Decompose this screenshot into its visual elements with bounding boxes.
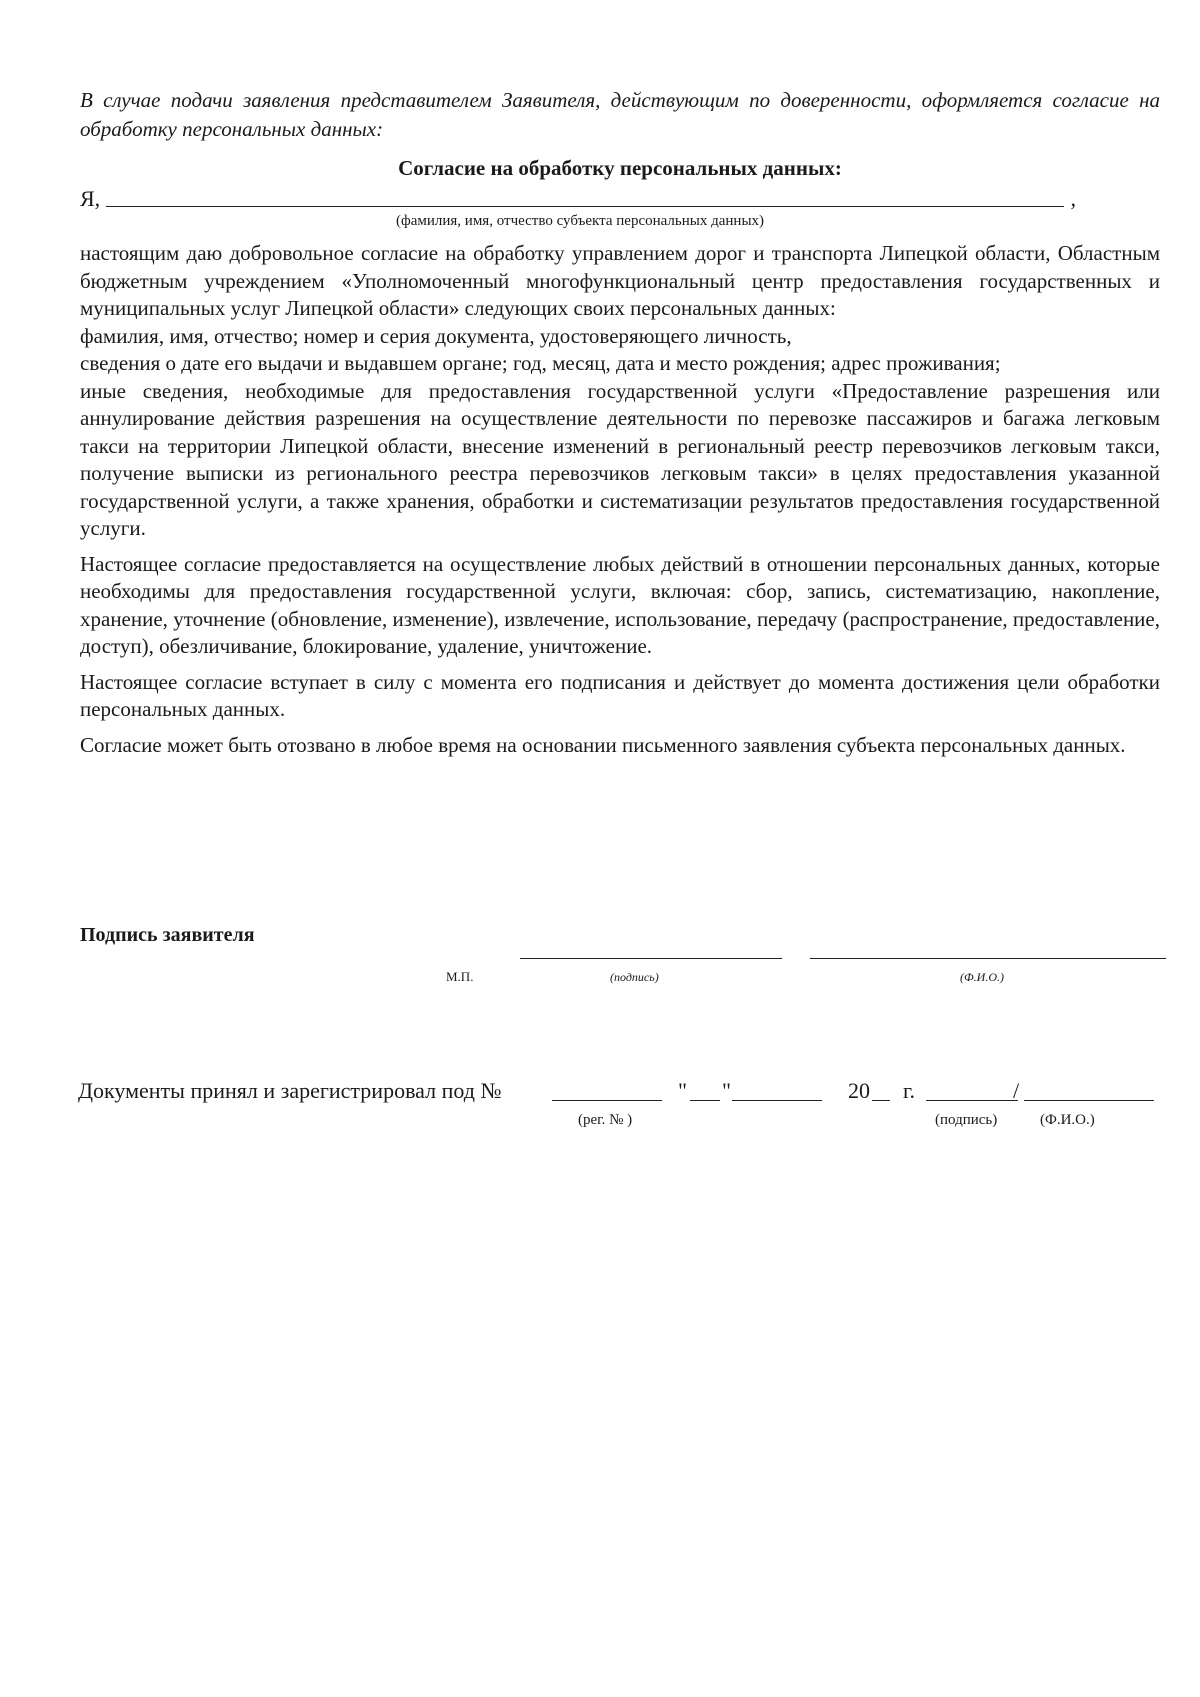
applicant-signature-blank[interactable] — [520, 958, 782, 959]
reg-number-caption: (рег. № ) — [578, 1112, 633, 1128]
consent-paragraph: настоящим даю добровольное согласие на обработку управлением дорог и транспорта Липецкой области, Областным бюджетным учреждением «Уполномоченный многофункциональный центр предоставления государственных и муниципальных услуг Липецкой области» следующих своих персональных данных: — [80, 241, 1160, 320]
year-blank[interactable] — [872, 1100, 890, 1101]
slash: / — [1013, 1078, 1020, 1103]
consent-paragraph: фамилия, имя, отчество; номер и серия документа, удостоверяющего личность, — [80, 323, 792, 348]
consent-paragraph: иные сведения, необходимые для предоставления государственной услуги «Предоставление разрешения или аннулирование действия разрешения на осуществление деятельности по перевозке пассажиров и багажа легковым такси на территории Липецкой области, внесение изменений в региональный реестр перевозчиков легковым такси, получение выписки из регионального реестра перевозчиков легковым такси» в целях предоставления указанной государственной услуги, а также хранения, обработки и систематизации результатов предоставления государственной услуги. — [80, 378, 1160, 540]
subject-name-blank[interactable] — [106, 206, 1064, 207]
registrar-signature-caption: (подпись) — [935, 1112, 998, 1128]
consent-heading: Согласие на обработку персональных данных: — [398, 156, 842, 180]
year-prefix: 20 — [848, 1078, 870, 1103]
consent-paragraph: Согласие может быть отозвано в любое время на основании письменного заявления субъекта персональных данных. — [80, 732, 1126, 757]
consent-paragraph: Настоящее согласие вступает в силу с момента его подписания и действует до момента достижения цели обработки персональных данных. — [80, 669, 1160, 721]
month-blank[interactable] — [732, 1100, 822, 1101]
consent-paragraph: сведения о дате его выдачи и выдавшем органе; год, месяц, дата и место рождения; адрес проживания; — [80, 351, 1001, 375]
stamp-place-label: М.П. — [446, 969, 474, 984]
signature-title: Подпись заявителя — [80, 924, 255, 946]
registrar-fio-caption: (Ф.И.О.) — [1040, 1112, 1095, 1128]
applicant-signature-caption: (подпись) — [610, 970, 659, 984]
consent-body — [80, 240, 1160, 759]
consent-paragraph: Настоящее согласие предоставляется на осуществление любых действий в отношении персональных данных, которые необходимы для предоставления государственной услуги, включая: сбор, запись, систематизацию, накопление, хранение, уточнение (обновление, изменение), извлечение, использование, передачу (распространение, предоставление, доступ), обезличивание, блокирование, удаление, уничтожение. — [80, 551, 1160, 658]
registrar-fio-blank[interactable] — [1024, 1100, 1154, 1101]
intro-note: В случае подачи заявления представителем Заявителя, действующим по доверенности, оформляется согласие на обработку персональных данных: — [80, 88, 1160, 141]
date-quote-close: " — [722, 1078, 731, 1103]
reg-number-blank[interactable] — [552, 1100, 662, 1101]
ya-label: Я, — [80, 186, 101, 211]
registrar-signature-blank[interactable] — [926, 1100, 1018, 1101]
applicant-fio-caption: (Ф.И.О.) — [960, 970, 1004, 984]
ya-comma: , — [1070, 186, 1076, 211]
applicant-fio-blank[interactable] — [810, 958, 1166, 959]
year-suffix: г. — [903, 1078, 916, 1103]
subject-name-row — [80, 186, 1080, 214]
date-quote-open: " — [678, 1078, 687, 1103]
registration-row — [78, 1078, 1178, 1108]
day-blank[interactable] — [690, 1100, 720, 1101]
registration-label: Документы принял и зарегистрировал под № — [78, 1078, 502, 1103]
subject-name-caption: (фамилия, имя, отчество субъекта персональных данных) — [395, 213, 765, 229]
